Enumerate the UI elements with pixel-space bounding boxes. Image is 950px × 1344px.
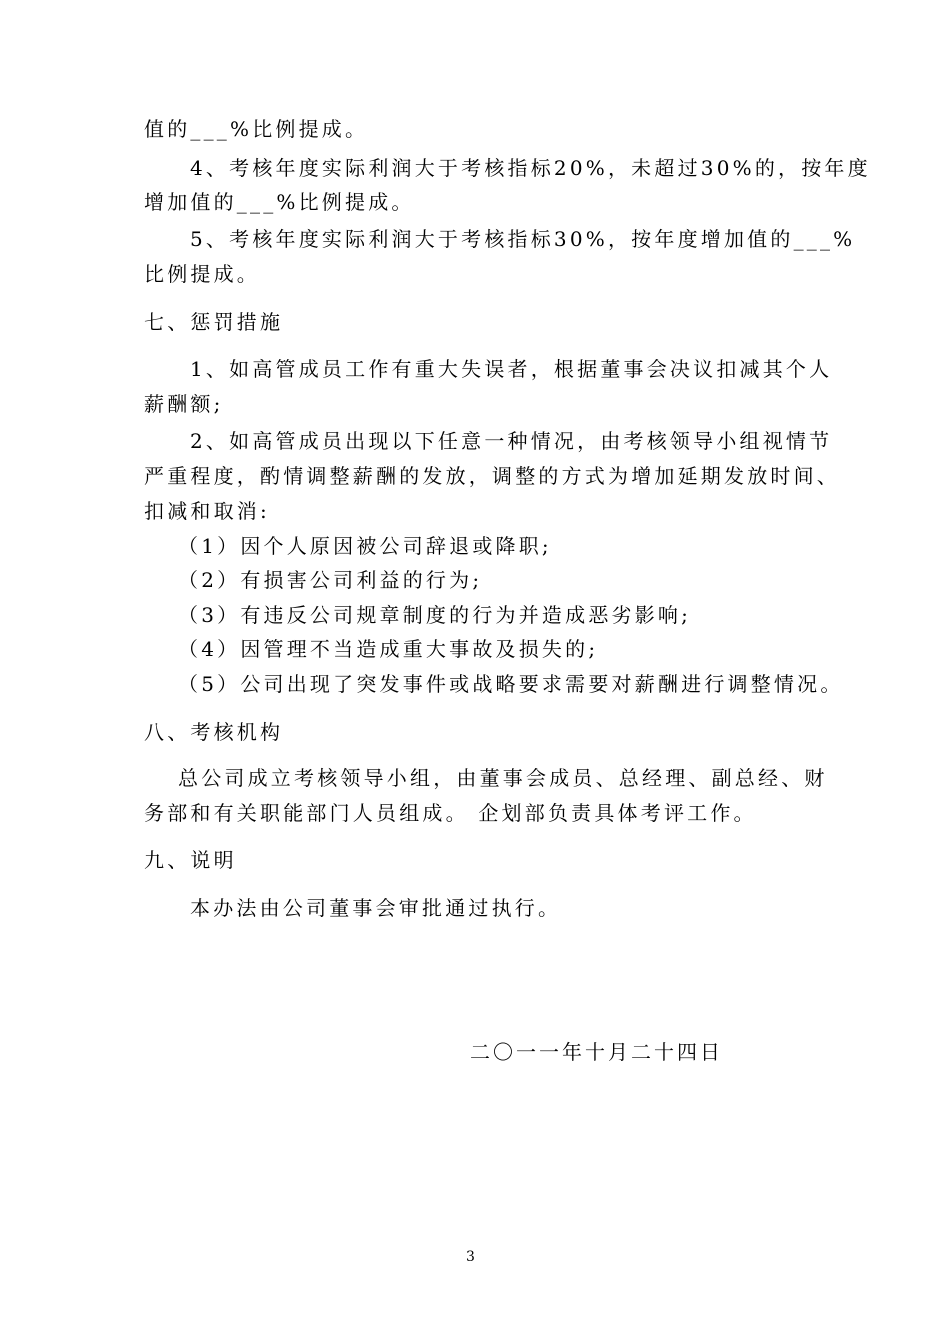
section-heading: 九、说明 <box>144 848 237 872</box>
list-item: （4）因管理不当造成重大事故及损失的; <box>178 637 599 661</box>
text-line: 扣减和取消: <box>144 499 270 523</box>
text-line: 务部和有关职能部门人员组成。 企划部负责具体考评工作。 <box>144 801 757 825</box>
section-heading: 八、考核机构 <box>144 720 284 744</box>
text-line: 严重程度，酌情调整薪酬的发放，调整的方式为增加延期发放时间、 <box>144 464 840 488</box>
section-heading: 七、惩罚措施 <box>144 310 284 334</box>
text-line: 值的___%比例提成。 <box>144 117 369 141</box>
text-line: 比例提成。 <box>144 262 260 286</box>
text-line: 4、考核年度实际利润大于考核指标20%，未超过30%的，按年度 <box>190 156 871 180</box>
text-line: 1、如高管成员工作有重大失误者，根据董事会决议扣减其个人 <box>190 357 833 381</box>
text-line: 2、如高管成员出现以下任意一种情况，由考核领导小组视情节 <box>190 429 833 453</box>
document-date: 二〇一一年十月二十四日 <box>470 1040 723 1064</box>
text-line: 总公司成立考核领导小组，由董事会成员、总经理、副总经、财 <box>178 766 828 790</box>
text-line: 薪酬额; <box>144 392 224 416</box>
list-item: （1）因个人原因被公司辞退或降职; <box>178 534 552 558</box>
list-item: （3）有违反公司规章制度的行为并造成恶劣影响; <box>178 603 692 627</box>
text-line: 5、考核年度实际利润大于考核指标30%，按年度增加值的___% <box>190 227 856 251</box>
list-item: （2）有损害公司利益的行为; <box>178 568 483 592</box>
list-item: （5）公司出现了突发事件或战略要求需要对薪酬进行调整情况。 <box>178 672 844 696</box>
page-number: 3 <box>466 1249 475 1265</box>
text-line: 增加值的___%比例提成。 <box>144 190 415 214</box>
text-line: 本办法由公司董事会审批通过执行。 <box>190 896 562 920</box>
